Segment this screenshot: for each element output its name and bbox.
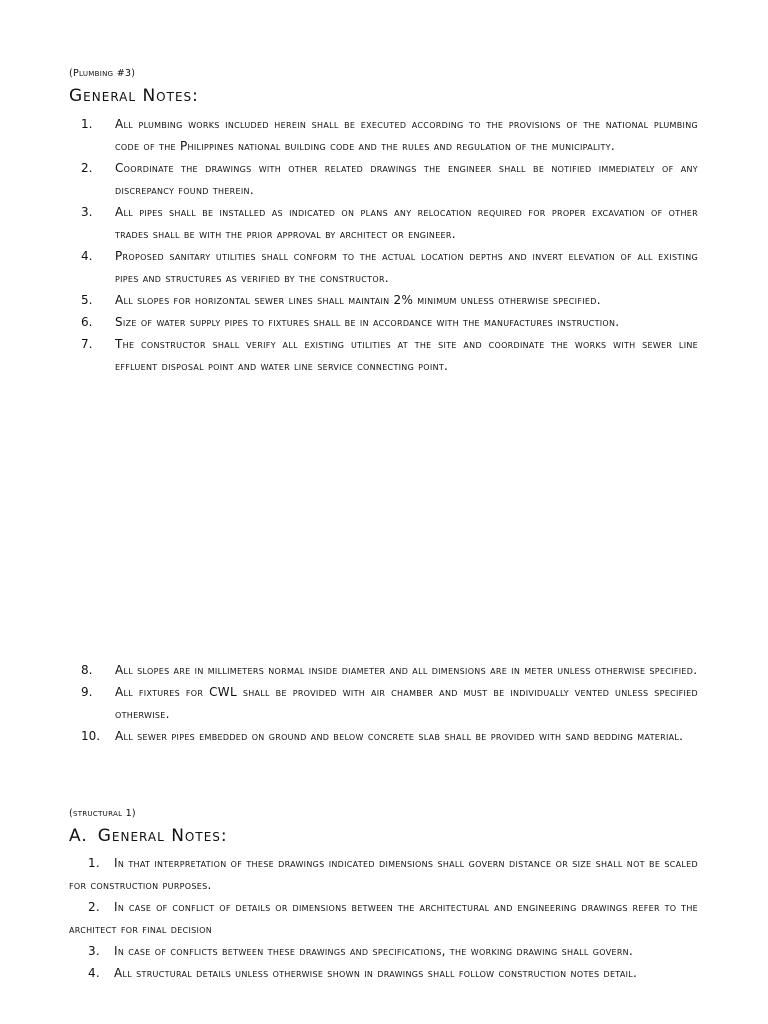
list-item: 4. Proposed sanitary utilities shall conform to the actual location depths and invert elevation of all existing pipes and structures as verified by the constructor. [81,249,698,285]
list-item: 5. All slopes for horizontal sewer lines shall maintain 2% minimum unless otherwise specified. [81,293,601,307]
structural-notes-list [69,852,698,984]
list-item: 2. Coordinate the drawings with other related drawings the engineer shall be notified immediately of any discrepancy found therein. [81,161,698,197]
list-item: 1. All plumbing works included herein shall be executed according to the provisions of the national plumbing code of the Philippines national building code and the rules and regulation of the municipality. [81,117,698,153]
structural-heading [69,826,228,846]
list-item: 8. All slopes are in millimeters normal inside diameter and all dimensions are in meter unless otherwise specified. [81,663,698,677]
list-item: 4. All structural details unless otherwise shown in drawings shall follow construction notes detail. [88,966,638,980]
plumbing-notes-list-part2 [69,659,698,747]
plumbing-notes-list-part1 [69,113,698,377]
list-item: 9. All fixtures for CWL shall be provided with air chamber and must be individually vented unless specified otherwise. [81,685,698,721]
heading-text: General Notes: [97,826,228,846]
list-item: 1. In that interpretation of these drawings indicated dimensions shall govern distance or size shall not be scaled for construction purposes. [69,856,698,892]
plumbing-heading: General Notes: [69,86,199,106]
list-item: 6. Size of water supply pipes to fixtures shall be in accordance with the manufactures instruction. [81,315,620,329]
structural-section-tag: (structural 1) [69,808,136,819]
list-item: 2. In case of conflict of details or dimensions between the architectural and engineering drawings refer to the architect for final decision [69,900,698,936]
list-item: 7. The constructor shall verify all existing utilities at the site and coordinate the works with sewer line effluent disposal point and water line service connecting point. [81,337,698,373]
list-item: 10. All sewer pipes embedded on ground and below concrete slab shall be provided with sand bedding material. [81,729,684,743]
list-item: 3. All pipes shall be installed as indicated on plans any relocation required for proper excavation of other trades shall be with the prior approval by architect or engineer. [81,205,698,241]
heading-prefix: A. [69,826,88,846]
plumbing-section-tag: (Plumbing #3) [69,68,136,79]
list-item: 3. In case of conflicts between these drawings and specifications, the working drawing shall govern. [88,944,634,958]
